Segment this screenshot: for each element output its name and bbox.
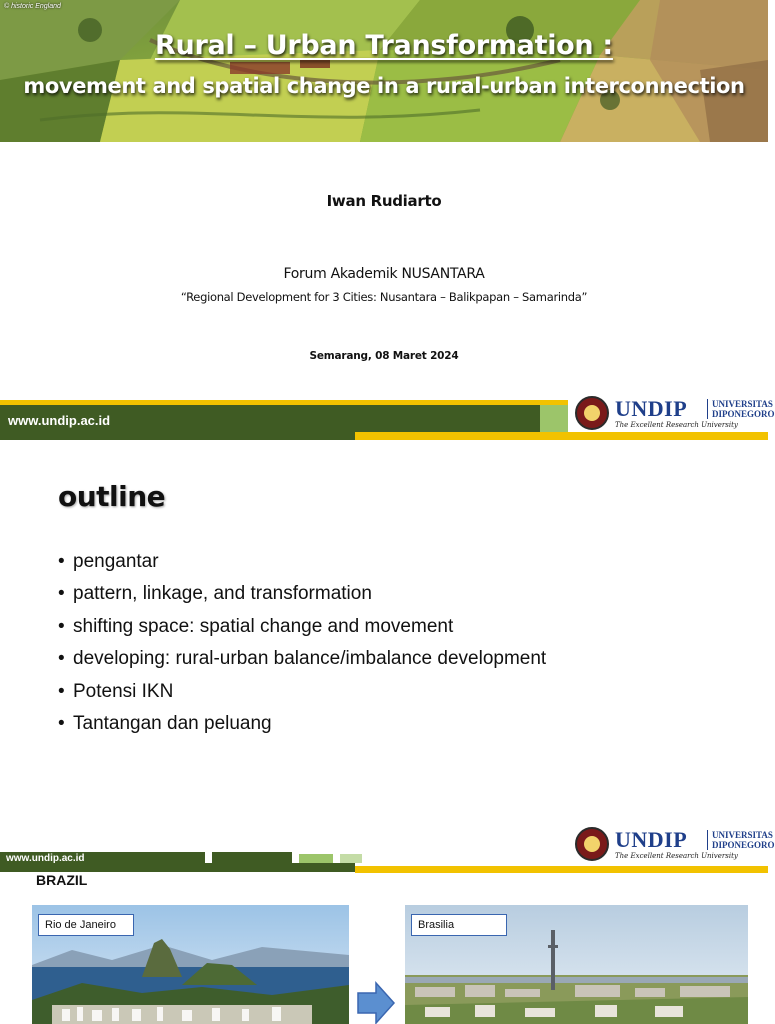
bullet-icon: • [58, 680, 65, 702]
university-seal-icon [575, 827, 609, 861]
bullet-icon: • [58, 615, 65, 637]
presentation-subtitle: movement and spatial change in a rural-urban interconnection [23, 74, 745, 98]
rural-landscape-image [0, 0, 768, 142]
list-item [58, 581, 546, 613]
banner-image [0, 0, 768, 142]
bullet-icon: • [58, 648, 65, 670]
list-item-text: shifting space: spatial change and movement [73, 615, 454, 637]
title-slide [0, 0, 775, 440]
logo-university-name [707, 399, 775, 419]
university-seal-icon [575, 396, 609, 430]
logo-university-name [707, 830, 775, 850]
list-item-text: Potensi IKN [73, 680, 174, 702]
author-name: Iwan Rudiarto [326, 192, 442, 210]
list-item [58, 711, 546, 743]
logo-name: UNDIP [615, 395, 688, 421]
outline-heading: outline [58, 480, 166, 513]
brazil-slide [0, 825, 775, 1024]
logo-side-line1: UNIVERSITAS [712, 398, 773, 409]
footer-bar-green-thin [0, 432, 355, 440]
logo-tagline: The Excellent Research University [615, 420, 738, 429]
undip-logo [575, 826, 775, 861]
logo-tagline: The Excellent Research University [615, 851, 738, 860]
right-arrow-icon [358, 983, 394, 1023]
footer-bar-green-2 [212, 852, 292, 863]
presentation-title: Rural – Urban Transformation : [155, 30, 613, 61]
list-item-text: pengantar [73, 551, 159, 572]
logo-name: UNDIP [615, 826, 688, 852]
footer-bar-yellow [355, 866, 768, 873]
list-item-text: pattern, linkage, and transformation [73, 583, 372, 605]
list-item [58, 646, 546, 678]
footer-bar-light-1 [299, 854, 333, 863]
footer-bar-green-thin [0, 863, 355, 872]
logo-side-line1: UNIVERSITAS [712, 829, 773, 840]
brasilia-photo [405, 905, 748, 1024]
rio-de-janeiro-photo [32, 905, 349, 1024]
list-item [58, 614, 546, 646]
country-heading: BRAZIL [36, 872, 88, 888]
list-item [58, 679, 546, 711]
list-item [58, 549, 546, 581]
list-item-text: Tantangan dan peluang [73, 712, 272, 734]
image-credit: © historic England [4, 3, 61, 10]
photo-label-rio: Rio de Janeiro [38, 914, 134, 936]
forum-name: Forum Akademik NUSANTARA [283, 266, 485, 282]
undip-logo [575, 395, 775, 430]
footer-bar-light-2 [340, 854, 362, 863]
outline-slide [0, 440, 768, 825]
bullet-icon: • [58, 712, 65, 734]
footer-bar-light [540, 405, 568, 432]
footer-website-link[interactable]: www.undip.ac.id [8, 413, 111, 428]
bullet-icon: • [58, 583, 65, 605]
logo-side-line2: DIPONEGORO [712, 408, 775, 419]
photo-label-brasilia: Brasilia [411, 914, 507, 936]
footer-bar-yellow-bottom [355, 432, 768, 440]
outline-list [58, 549, 546, 743]
bullet-icon: • [58, 551, 65, 572]
list-item-text: developing: rural-urban balance/imbalance development [73, 648, 547, 670]
forum-subtitle: “Regional Development for 3 Cities: Nusantara – Balikpapan – Samarinda” [180, 290, 588, 304]
footer-website-link[interactable]: www.undip.ac.id [6, 853, 85, 864]
logo-side-line2: DIPONEGORO [712, 839, 775, 850]
presentation-date: Semarang, 08 Maret 2024 [309, 350, 459, 362]
